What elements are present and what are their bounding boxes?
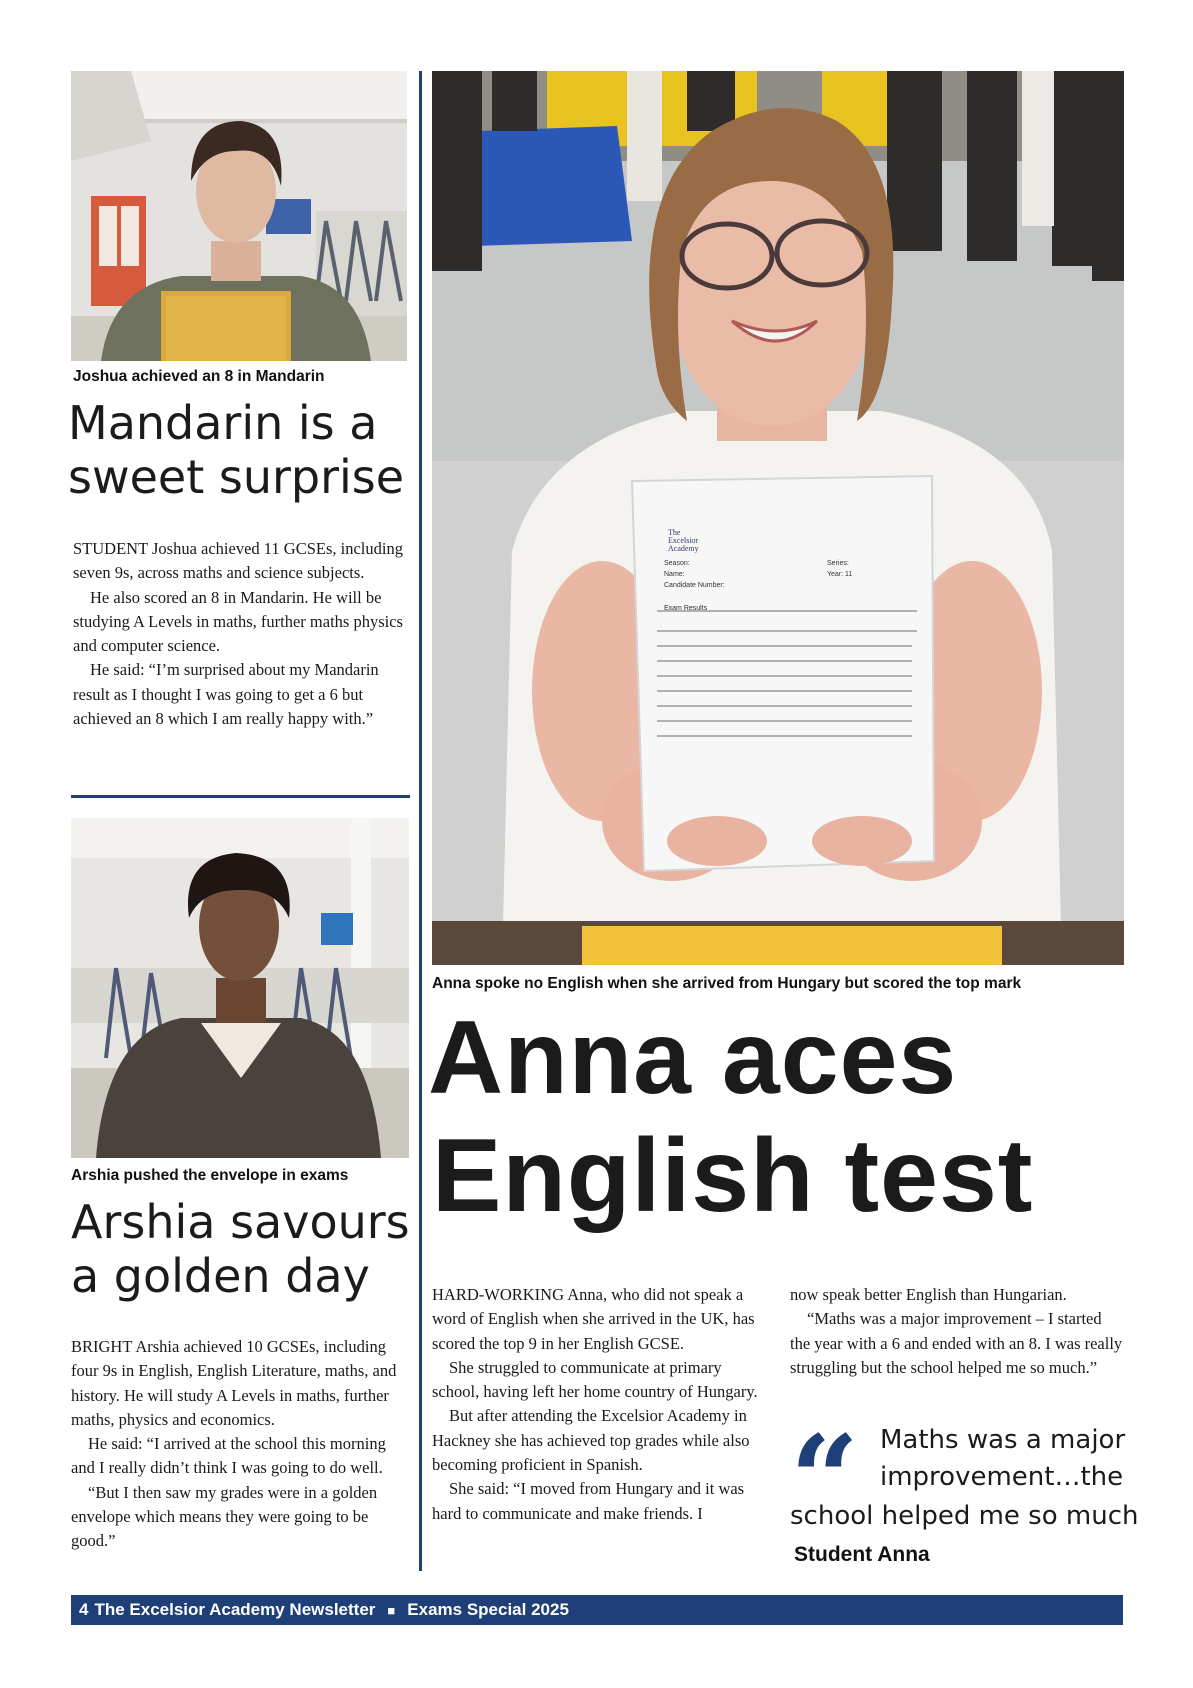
certificate-name-label: Name: [664,571,685,578]
footer-bar [71,1595,1123,1625]
story2-headline-line1: Arshia savours [71,1195,410,1249]
pull-quote [790,1422,1139,1535]
certificate-year-value: 11 [845,571,853,578]
footer-publication: The Excelsior Academy Newsletter [94,1600,376,1619]
anna-photo [432,71,1124,965]
pull-quote-line3: school helped me so much [790,1501,1139,1531]
certificate-school-line: Academy [668,544,699,553]
certificate-heading: Exam Results [664,605,708,612]
certificate-school-line: The [668,528,681,537]
anna-photo-caption: Anna spoke no English when she arrived from Hungary but scored the top mark [432,975,1022,992]
certificate-candidate-label: Candidate Number: [664,582,725,589]
footer-edition: Exams Special 2025 [407,1600,569,1619]
story3-paragraph: She said: “I moved from Hungary and it was hard to communicate and make friends. I [432,1479,745,1523]
story1-paragraph: STUDENT Joshua achieved 11 GCSEs, including seven 9s, across maths and science subjects. [73,539,403,583]
quote-mark-icon: “ [790,1409,860,1550]
story2-headline [71,1196,410,1304]
certificate-right-fields [827,558,852,580]
joshua-photo [71,71,407,361]
left-column-divider [71,795,410,798]
story2-paragraph: “But I then saw my grades were in a golden envelope which means they were going to be good.” [71,1482,378,1551]
joshua-photo-caption: Joshua achieved an 8 in Mandarin [73,368,325,385]
footer-separator-icon: ■ [387,1602,396,1618]
story3-paragraph: She struggled to communicate at primary school, having left her home country of Hungary. [432,1357,758,1402]
story1-headline-line1: Mandarin is a [68,396,378,450]
certificate-school-line: Excelsior [668,536,699,545]
story3-headline-line1: Anna aces [428,1000,958,1116]
story1-body [73,537,405,731]
certificate-school-name [668,529,699,553]
story3-paragraph: But after attending the Excelsior Academy in Hackney she has achieved top grades while also becoming proficient in Spanish. [432,1406,750,1475]
story3-headline-line2: English test [432,1118,1034,1234]
story3-paragraph: “Maths was a major improvement – I started the year with a 6 and ended with an 8. I was really struggling but the school helped me so much.” [790,1309,1123,1377]
story2-body [71,1335,409,1554]
story2-paragraph: He said: “I arrived at the school this morning and I really didn’t think I was going to do well. [71,1434,386,1478]
story3-paragraph: now speak better English than Hungarian. [790,1285,1067,1304]
story3-body-col2 [790,1283,1123,1380]
story1-paragraph: He also scored an 8 in Mandarin. He will be studying A Levels in maths, further maths physics and computer science. [73,587,403,656]
story1-headline [68,397,404,505]
pull-quote-attribution: Student Anna [794,1543,930,1566]
arshia-photo-caption: Arshia pushed the envelope in exams [71,1167,349,1184]
story2-paragraph: BRIGHT Arshia achieved 10 GCSEs, including four 9s in English, English Literature, maths, and history. He will study A Levels in maths, further maths, physics and economics. [71,1337,397,1429]
column-divider [419,71,422,1571]
certificate-series-label: Series: [827,560,849,567]
story3-body-col1 [432,1283,769,1526]
story1-headline-line2: sweet surprise [68,449,405,504]
pull-quote-line2: improvement…the [880,1462,1124,1492]
certificate-year-label: Year: [827,571,844,578]
story3-paragraph: HARD-WORKING Anna, who did not speak a word of English when she arrived in the UK, has scored the top 9 in her English GCSE. [432,1285,755,1353]
certificate-season-label: Season: [664,560,690,567]
certificate-fields [664,558,725,614]
story2-headline-line2: a golden day [71,1248,370,1303]
arshia-photo [71,818,409,1158]
story1-paragraph: He said: “I’m surprised about my Mandarin result as I thought I was going to get a 6 but achieved an 8 which I am really happy with.” [73,660,379,729]
footer-page-number: 4 [79,1600,89,1619]
pull-quote-line1: Maths was a major [880,1425,1126,1455]
